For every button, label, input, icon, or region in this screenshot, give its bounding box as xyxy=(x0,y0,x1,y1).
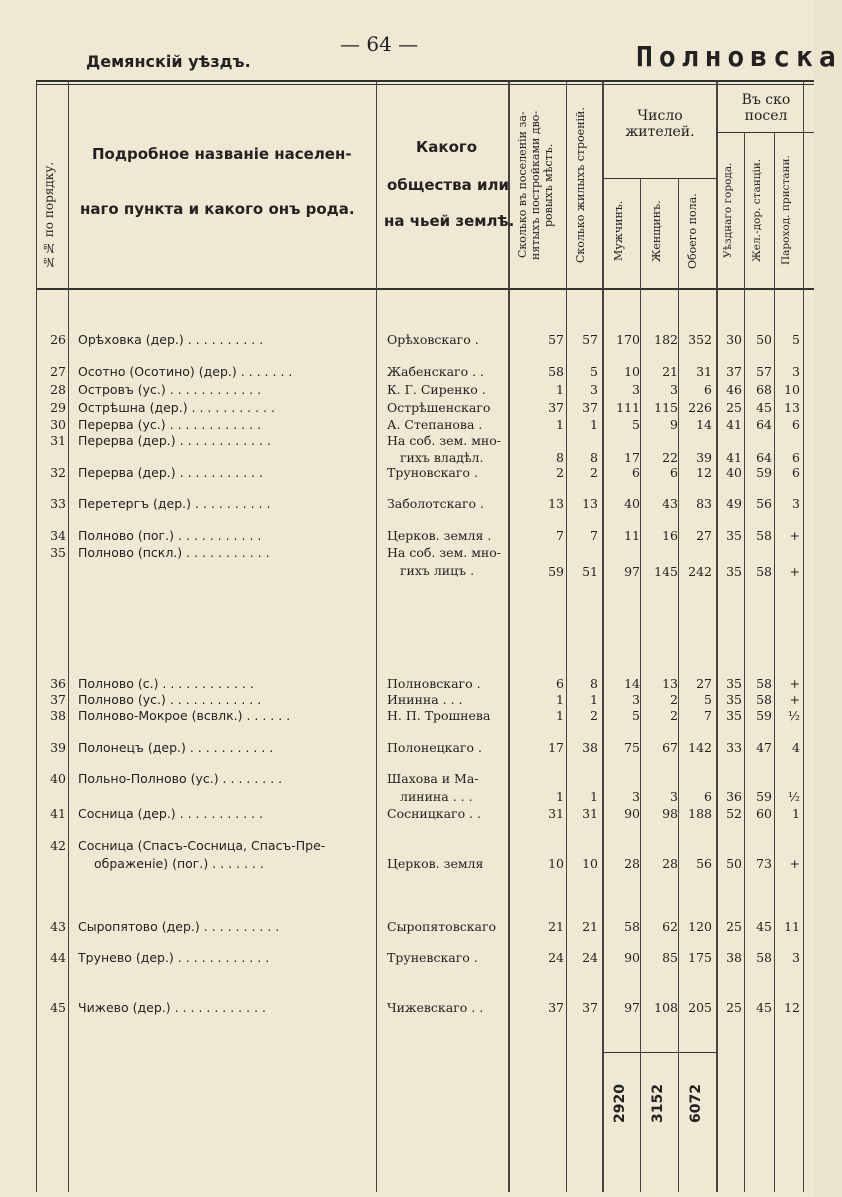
houses-value: 7 xyxy=(590,528,598,543)
houses-value: 5 xyxy=(590,364,598,379)
buildings-value: 1 xyxy=(556,789,564,804)
header-male: Мужчинъ. xyxy=(612,200,625,262)
dist-rail-value: 47 xyxy=(756,740,772,755)
dist-city-value: 35 xyxy=(726,676,742,691)
female-value: 3 xyxy=(670,789,678,804)
dist-rail-value: 58 xyxy=(756,692,772,707)
owner: Чижевскаго . . xyxy=(387,1000,484,1015)
place-name: Сосница (Спасъ-Сосница, Спасъ-Пре- xyxy=(78,838,326,853)
female-value: 2 xyxy=(670,708,678,723)
residents-subrule xyxy=(604,178,716,179)
houses-value: 31 xyxy=(582,806,598,821)
dist-rail-value: 59 xyxy=(756,708,772,723)
dist-pier-value: 1 xyxy=(792,806,800,821)
col-line xyxy=(68,82,69,1192)
houses-value: 37 xyxy=(582,1000,598,1015)
dist-rail-value: 59 xyxy=(756,465,772,480)
dist-rail-value: 50 xyxy=(756,332,772,347)
place-name: Полново-Мокрое (всвлк.) . . . . . . xyxy=(78,708,291,723)
header-dist-city: Уѣзднаго города. xyxy=(722,162,734,258)
male-value: 170 xyxy=(616,332,640,347)
buildings-value: 7 xyxy=(556,528,564,543)
buildings-value: 8 xyxy=(556,450,564,465)
dist-city-value: 25 xyxy=(726,1000,742,1015)
owner: Сосницкаго . . xyxy=(387,806,482,821)
male-value: 3 xyxy=(632,789,640,804)
owner: Орѣховскаго . xyxy=(387,332,479,347)
col-line xyxy=(602,82,604,1192)
buildings-value: 37 xyxy=(548,1000,564,1015)
buildings-value: 1 xyxy=(556,692,564,707)
place-name: Трунево (дер.) . . . . . . . . . . . . xyxy=(78,950,270,965)
dist-city-value: 33 xyxy=(726,740,742,755)
table-top-rule-inner xyxy=(36,84,814,85)
owner: На соб. зем. мно- xyxy=(387,433,502,448)
female-value: 67 xyxy=(662,740,678,755)
col-line xyxy=(508,82,510,1192)
dist-city-value: 41 xyxy=(726,417,742,432)
female-value: 145 xyxy=(654,564,678,579)
header-number: №№ по порядку. xyxy=(42,161,56,269)
male-value: 5 xyxy=(632,417,640,432)
owner: Острѣшенскаго xyxy=(387,400,491,415)
total-value: 56 xyxy=(696,856,712,871)
place-name: Чижево (дер.) . . . . . . . . . . . . xyxy=(78,1000,266,1015)
owner: Ининна . . . xyxy=(387,692,463,707)
col-line xyxy=(566,82,567,1192)
col-line xyxy=(716,82,718,1192)
col-line xyxy=(803,82,804,1192)
total-value: 27 xyxy=(696,528,712,543)
total-value: 6 xyxy=(704,382,712,397)
buildings-value: 1 xyxy=(556,417,564,432)
dist-city-value: 52 xyxy=(726,806,742,821)
total-value: 12 xyxy=(696,465,712,480)
dist-city-value: 35 xyxy=(726,528,742,543)
row-number: 33 xyxy=(50,496,66,511)
row-number: 26 xyxy=(50,332,66,347)
buildings-value: 21 xyxy=(548,919,564,934)
owner: К. Г. Сиренко . xyxy=(387,382,486,397)
row-number: 27 xyxy=(50,364,66,379)
dist-rail-value: 56 xyxy=(756,496,772,511)
place-name: Польно-Полново (ус.) . . . . . . . . xyxy=(78,771,283,786)
total-value: 5 xyxy=(704,692,712,707)
header-dist-rail: Жел.-дор. станціи. xyxy=(751,158,763,262)
total-female: 3152 xyxy=(650,1084,666,1123)
place-name: Перерва (дер.) . . . . . . . . . . . xyxy=(78,465,264,480)
buildings-value: 37 xyxy=(548,400,564,415)
header-dist-pier: Пароход. пристани. xyxy=(780,155,792,265)
totals-rule xyxy=(604,1052,716,1053)
total-value: 27 xyxy=(696,676,712,691)
dist-rail-value: 60 xyxy=(756,806,772,821)
place-name: Полново (пскл.) . . . . . . . . . . . xyxy=(78,545,270,560)
houses-value: 8 xyxy=(590,450,598,465)
total-value: 39 xyxy=(696,450,712,465)
owner: Труновскаго . xyxy=(387,465,478,480)
row-number: 31 xyxy=(50,433,66,448)
row-number: 29 xyxy=(50,400,66,415)
houses-value: 1 xyxy=(590,417,598,432)
place-name-continued: ображеніе) (пог.) . . . . . . . xyxy=(94,856,264,871)
male-value: 90 xyxy=(624,806,640,821)
owner: А. Степанова . xyxy=(387,417,483,432)
houses-value: 13 xyxy=(582,496,598,511)
male-value: 58 xyxy=(624,919,640,934)
dist-city-value: 35 xyxy=(726,708,742,723)
row-number: 45 xyxy=(50,1000,66,1015)
place-name: Перетергъ (дер.) . . . . . . . . . . xyxy=(78,496,271,511)
dist-pier-value: + xyxy=(789,692,800,707)
dist-pier-value: ½ xyxy=(787,789,800,804)
female-value: 3 xyxy=(670,382,678,397)
female-value: 21 xyxy=(662,364,678,379)
male-value: 97 xyxy=(624,1000,640,1015)
female-value: 13 xyxy=(662,676,678,691)
place-name: Осотно (Осотино) (дер.) . . . . . . . xyxy=(78,364,293,379)
dist-pier-value: ½ xyxy=(787,708,800,723)
total-value: 120 xyxy=(688,919,712,934)
header-female: Женщинъ. xyxy=(650,200,663,262)
female-value: 2 xyxy=(670,692,678,707)
houses-value: 3 xyxy=(590,382,598,397)
female-value: 98 xyxy=(662,806,678,821)
dist-rail-value: 64 xyxy=(756,417,772,432)
owner-continued: линина . . . xyxy=(400,789,473,804)
owner: На соб. зем. мно- xyxy=(387,545,502,560)
row-number: 41 xyxy=(50,806,66,821)
dist-rail-value: 64 xyxy=(756,450,772,465)
total-value: 242 xyxy=(688,564,712,579)
male-value: 90 xyxy=(624,950,640,965)
male-value: 10 xyxy=(624,364,640,379)
place-name: Сосница (дер.) . . . . . . . . . . . xyxy=(78,806,264,821)
owner: Заболотскаго . xyxy=(387,496,484,511)
owner: Шахова и Ма- xyxy=(387,771,479,786)
male-value: 75 xyxy=(624,740,640,755)
female-value: 85 xyxy=(662,950,678,965)
male-value: 11 xyxy=(624,528,640,543)
col-line xyxy=(678,178,679,1192)
total-value: 188 xyxy=(688,806,712,821)
female-value: 182 xyxy=(654,332,678,347)
header-buildings: Сколько въ поселеніи за-нятыхъ постройками дво-ровыхъ мѣстъ. xyxy=(516,110,555,260)
header-owner-line1: Какого xyxy=(416,138,478,156)
female-value: 115 xyxy=(654,400,678,415)
male-value: 40 xyxy=(624,496,640,511)
dist-rail-value: 45 xyxy=(756,919,772,934)
dist-rail-value: 45 xyxy=(756,400,772,415)
total-value: 142 xyxy=(688,740,712,755)
dist-pier-value: 12 xyxy=(784,1000,800,1015)
row-number: 30 xyxy=(50,417,66,432)
buildings-value: 57 xyxy=(548,332,564,347)
buildings-value: 31 xyxy=(548,806,564,821)
dist-rail-value: 45 xyxy=(756,1000,772,1015)
male-value: 6 xyxy=(632,465,640,480)
place-name: Полново (с.) . . . . . . . . . . . . xyxy=(78,676,254,691)
row-number: 40 xyxy=(50,771,66,786)
male-value: 14 xyxy=(624,676,640,691)
female-value: 9 xyxy=(670,417,678,432)
county-title: Демянскій уѣздъ. xyxy=(86,52,251,71)
owner: Жабенскаго . . xyxy=(387,364,484,379)
dist-city-value: 38 xyxy=(726,950,742,965)
table-top-rule xyxy=(36,80,814,82)
row-number: 28 xyxy=(50,382,66,397)
dist-rail-value: 68 xyxy=(756,382,772,397)
total-value: 352 xyxy=(688,332,712,347)
place-name: Полново (ус.) . . . . . . . . . . . . xyxy=(78,692,262,707)
dist-pier-value: + xyxy=(789,564,800,579)
place-name: Орѣховка (дер.) . . . . . . . . . . xyxy=(78,332,264,347)
female-value: 108 xyxy=(654,1000,678,1015)
place-name: Острѣшна (дер.) . . . . . . . . . . . xyxy=(78,400,275,415)
dist-pier-value: + xyxy=(789,676,800,691)
row-number: 36 xyxy=(50,676,66,691)
total-value: 7 xyxy=(704,708,712,723)
dist-rail-value: 58 xyxy=(756,564,772,579)
male-value: 3 xyxy=(632,382,640,397)
dist-pier-value: 6 xyxy=(792,450,800,465)
header-distance: Въ ско посел xyxy=(741,92,791,124)
buildings-value: 1 xyxy=(556,708,564,723)
houses-value: 1 xyxy=(590,789,598,804)
dist-pier-value: 13 xyxy=(784,400,800,415)
page-number: — 64 — xyxy=(340,32,419,56)
dist-pier-value: 10 xyxy=(784,382,800,397)
header-residents: Число жителей. xyxy=(625,108,695,140)
header-name-line1: Подробное названіе населен- xyxy=(92,145,352,163)
owner: Полновскаго . xyxy=(387,676,481,691)
houses-value: 8 xyxy=(590,676,598,691)
buildings-value: 58 xyxy=(548,364,564,379)
row-number: 42 xyxy=(50,838,66,853)
female-value: 62 xyxy=(662,919,678,934)
total-value: 205 xyxy=(688,1000,712,1015)
male-value: 111 xyxy=(616,400,640,415)
buildings-value: 10 xyxy=(548,856,564,871)
dist-pier-value: 3 xyxy=(792,496,800,511)
dist-city-value: 35 xyxy=(726,564,742,579)
houses-value: 38 xyxy=(582,740,598,755)
place-name: Перерва (ус.) . . . . . . . . . . . . xyxy=(78,417,262,432)
female-value: 43 xyxy=(662,496,678,511)
dist-pier-value: + xyxy=(789,856,800,871)
row-number: 34 xyxy=(50,528,66,543)
dist-city-value: 40 xyxy=(726,465,742,480)
place-name: Перерва (дер.) . . . . . . . . . . . . xyxy=(78,433,272,448)
total-value: 14 xyxy=(696,417,712,432)
dist-rail-value: 57 xyxy=(756,364,772,379)
dist-pier-value: 4 xyxy=(792,740,800,755)
houses-value: 37 xyxy=(582,400,598,415)
row-number: 43 xyxy=(50,919,66,934)
buildings-value: 1 xyxy=(556,382,564,397)
dist-rail-value: 59 xyxy=(756,789,772,804)
dist-city-value: 25 xyxy=(726,400,742,415)
houses-value: 21 xyxy=(582,919,598,934)
row-number: 44 xyxy=(50,950,66,965)
dist-pier-value: + xyxy=(789,528,800,543)
header-owner-line3: на чьей землѣ. xyxy=(384,212,515,230)
place-name: Полново (пог.) . . . . . . . . . . . xyxy=(78,528,262,543)
dist-pier-value: 6 xyxy=(792,465,800,480)
col-line xyxy=(376,82,377,1192)
owner-continued: гихъ владѣл. xyxy=(400,450,484,465)
dist-city-value: 46 xyxy=(726,382,742,397)
dist-pier-value: 6 xyxy=(792,417,800,432)
row-number: 38 xyxy=(50,708,66,723)
row-number: 35 xyxy=(50,545,66,560)
buildings-value: 17 xyxy=(548,740,564,755)
houses-value: 51 xyxy=(582,564,598,579)
dist-city-value: 25 xyxy=(726,919,742,934)
male-value: 5 xyxy=(632,708,640,723)
owner: Труневскаго . xyxy=(387,950,478,965)
male-value: 3 xyxy=(632,692,640,707)
houses-value: 2 xyxy=(590,708,598,723)
female-value: 16 xyxy=(662,528,678,543)
total-value: 226 xyxy=(688,400,712,415)
dist-rail-value: 58 xyxy=(756,950,772,965)
col-line xyxy=(36,82,37,1192)
header-bottom-rule xyxy=(36,288,814,290)
total-male: 2920 xyxy=(612,1084,628,1123)
total-value: 83 xyxy=(696,496,712,511)
female-value: 22 xyxy=(662,450,678,465)
header-houses: Сколько жилыхъ строеній. xyxy=(574,107,587,263)
male-value: 28 xyxy=(624,856,640,871)
houses-value: 2 xyxy=(590,465,598,480)
houses-value: 57 xyxy=(582,332,598,347)
row-number: 32 xyxy=(50,465,66,480)
female-value: 28 xyxy=(662,856,678,871)
region-title: Полновска xyxy=(636,40,842,73)
total-value: 175 xyxy=(688,950,712,965)
dist-pier-value: 3 xyxy=(792,950,800,965)
header-owner-line2: общества или xyxy=(387,176,509,194)
col-line xyxy=(744,132,745,1192)
place-name: Островъ (ус.) . . . . . . . . . . . . xyxy=(78,382,262,397)
owner: Н. П. Трошнева xyxy=(387,708,491,723)
dist-pier-value: 11 xyxy=(784,919,800,934)
col-line xyxy=(774,132,775,1192)
male-value: 17 xyxy=(624,450,640,465)
buildings-value: 59 xyxy=(548,564,564,579)
total-both: 6072 xyxy=(688,1084,704,1123)
owner: Церков. земля . xyxy=(387,528,492,543)
total-value: 31 xyxy=(696,364,712,379)
dist-pier-value: 5 xyxy=(792,332,800,347)
place-name: Сыропятово (дер.) . . . . . . . . . . xyxy=(78,919,280,934)
owner: Полонецкаго . xyxy=(387,740,482,755)
buildings-value: 24 xyxy=(548,950,564,965)
distance-subrule xyxy=(716,132,814,133)
dist-city-value: 50 xyxy=(726,856,742,871)
houses-value: 10 xyxy=(582,856,598,871)
dist-city-value: 41 xyxy=(726,450,742,465)
dist-city-value: 30 xyxy=(726,332,742,347)
row-number: 39 xyxy=(50,740,66,755)
header-name-line2: наго пункта и какого онъ рода. xyxy=(80,200,355,218)
buildings-value: 2 xyxy=(556,465,564,480)
row-number: 37 xyxy=(50,692,66,707)
dist-city-value: 36 xyxy=(726,789,742,804)
total-value: 6 xyxy=(704,789,712,804)
dist-city-value: 35 xyxy=(726,692,742,707)
dist-rail-value: 73 xyxy=(756,856,772,871)
male-value: 97 xyxy=(624,564,640,579)
dist-rail-value: 58 xyxy=(756,676,772,691)
female-value: 6 xyxy=(670,465,678,480)
place-name: Полонецъ (дер.) . . . . . . . . . . . xyxy=(78,740,274,755)
dist-city-value: 49 xyxy=(726,496,742,511)
houses-value: 1 xyxy=(590,692,598,707)
owner: Церков. земля xyxy=(387,856,484,871)
dist-rail-value: 58 xyxy=(756,528,772,543)
dist-city-value: 37 xyxy=(726,364,742,379)
buildings-value: 6 xyxy=(556,676,564,691)
buildings-value: 13 xyxy=(548,496,564,511)
owner-continued: гихъ лицъ . xyxy=(400,563,475,578)
houses-value: 24 xyxy=(582,950,598,965)
header-total: Обоего пола. xyxy=(686,193,699,269)
owner: Сыропятовскаго xyxy=(387,919,497,934)
col-line xyxy=(640,178,641,1192)
dist-pier-value: 3 xyxy=(792,364,800,379)
